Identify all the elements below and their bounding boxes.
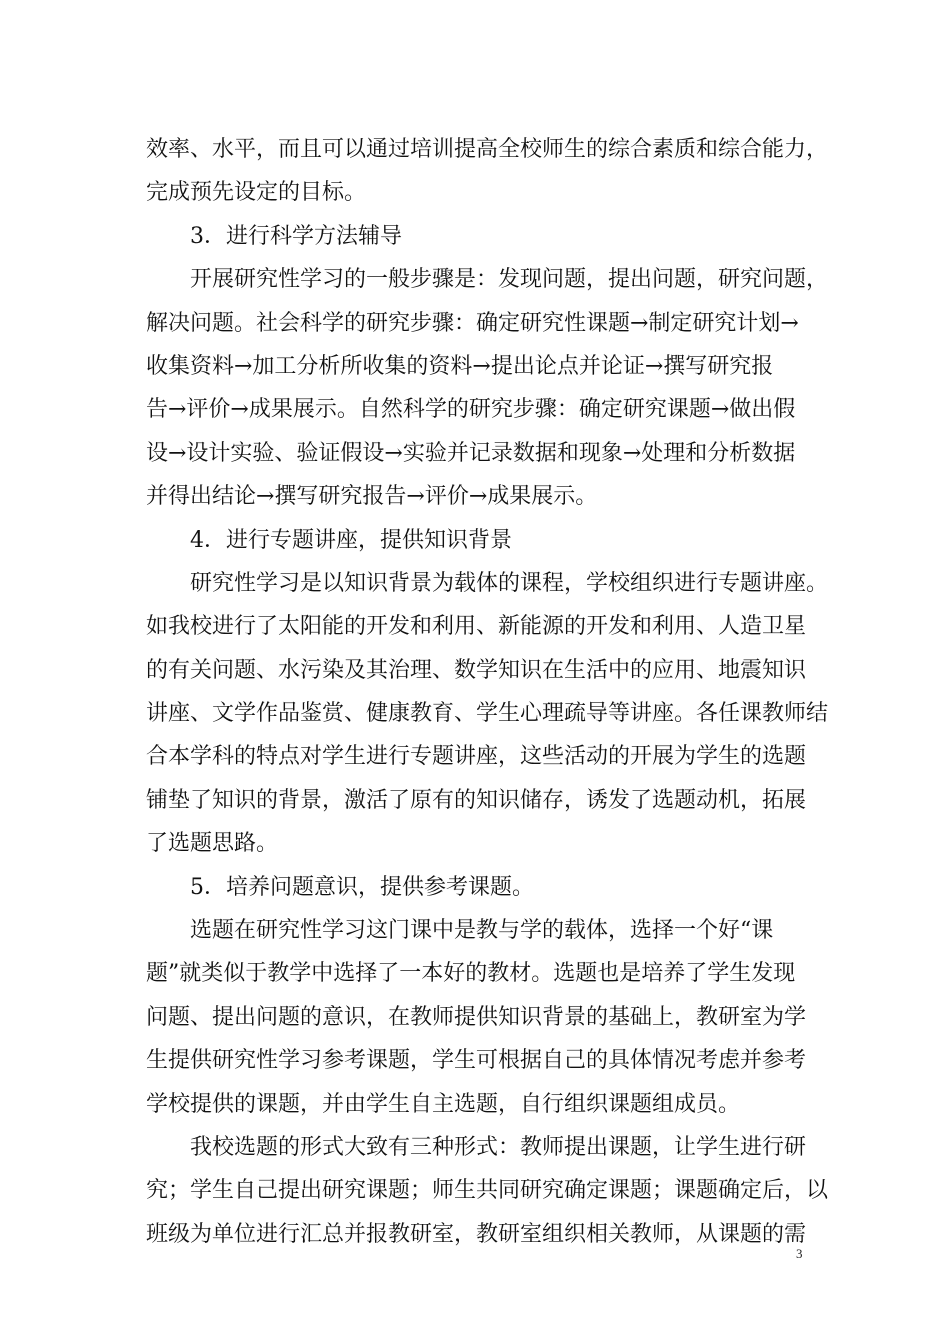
section-heading-4: 4．进行专题讲座，提供知识背景: [190, 527, 512, 553]
text-line: 并得出结论→撰写研究报告→评价→成果展示。: [146, 484, 598, 510]
text-line: 完成预先设定的目标。: [146, 180, 367, 206]
page-number: 3: [796, 1246, 803, 1261]
text-line: 效率、水平，而且可以通过培训提高全校师生的综合素质和综合能力，: [146, 137, 829, 162]
text-line: 设→设计实验、验证假设→实验并记录数据和现象→处理和分析数据: [146, 440, 796, 466]
text-line: 告→评价→成果展示。自然科学的研究步骤：确定研究课题→做出假: [146, 397, 796, 423]
text-line: 我校选题的形式大致有三种形式：教师提出课题，让学生进行研: [190, 1134, 807, 1160]
text-line: 收集资料→加工分析所收集的资料→提出论点并论证→撰写研究报: [146, 353, 774, 379]
text-line: 开展研究性学习的一般步骤是：发现问题，提出问题，研究问题，: [190, 267, 829, 293]
section-heading-3: 3．进行科学方法辅导: [190, 223, 402, 249]
text-line: 如我校进行了太阳能的开发和利用、新能源的开发和利用、人造卫星: [146, 614, 807, 640]
text-line: 研究性学习是以知识背景为载体的课程，学校组织进行专题讲座。: [190, 570, 829, 596]
text-line: 解决问题。社会科学的研究步骤：确定研究性课题→制定研究计划→: [146, 310, 799, 336]
text-line: 讲座、文学作品鉴赏、健康教育、学生心理疏导等讲座。各任课教师结: [146, 701, 829, 727]
section-heading-5: 5．培养问题意识，提供参考课题。: [190, 874, 534, 900]
text-line: 生提供研究性学习参考课题，学生可根据自己的具体情况考虑并参考: [146, 1048, 807, 1074]
text-line: 问题、提出问题的意识，在教师提供知识背景的基础上，教研室为学: [146, 1004, 807, 1030]
text-line: 铺垫了知识的背景，激活了原有的知识储存，诱发了选题动机，拓展: [146, 787, 807, 813]
text-line: 究；学生自己提出研究课题；师生共同研究确定课题；课题确定后，以: [146, 1178, 829, 1204]
text-line: 合本学科的特点对学生进行专题讲座，这些活动的开展为学生的选题: [146, 744, 807, 770]
text-line: 选题在研究性学习这门课中是教与学的载体，选择一个好“课: [190, 918, 774, 944]
body-text: [146, 128, 829, 1256]
text-line: 学校提供的课题，并由学生自主选题，自行组织课题组成员。: [146, 1091, 741, 1117]
text-line: 的有关问题、水污染及其治理、数学知识在生活中的应用、地震知识: [146, 657, 807, 683]
text-line: 题”就类似于教学中选择了一本好的教材。选题也是培养了学生发现: [146, 961, 796, 987]
text-line: 了选题思路。: [146, 831, 279, 857]
text-line: 班级为单位进行汇总并报教研室，教研室组织相关教师，从课题的需: [146, 1221, 807, 1247]
